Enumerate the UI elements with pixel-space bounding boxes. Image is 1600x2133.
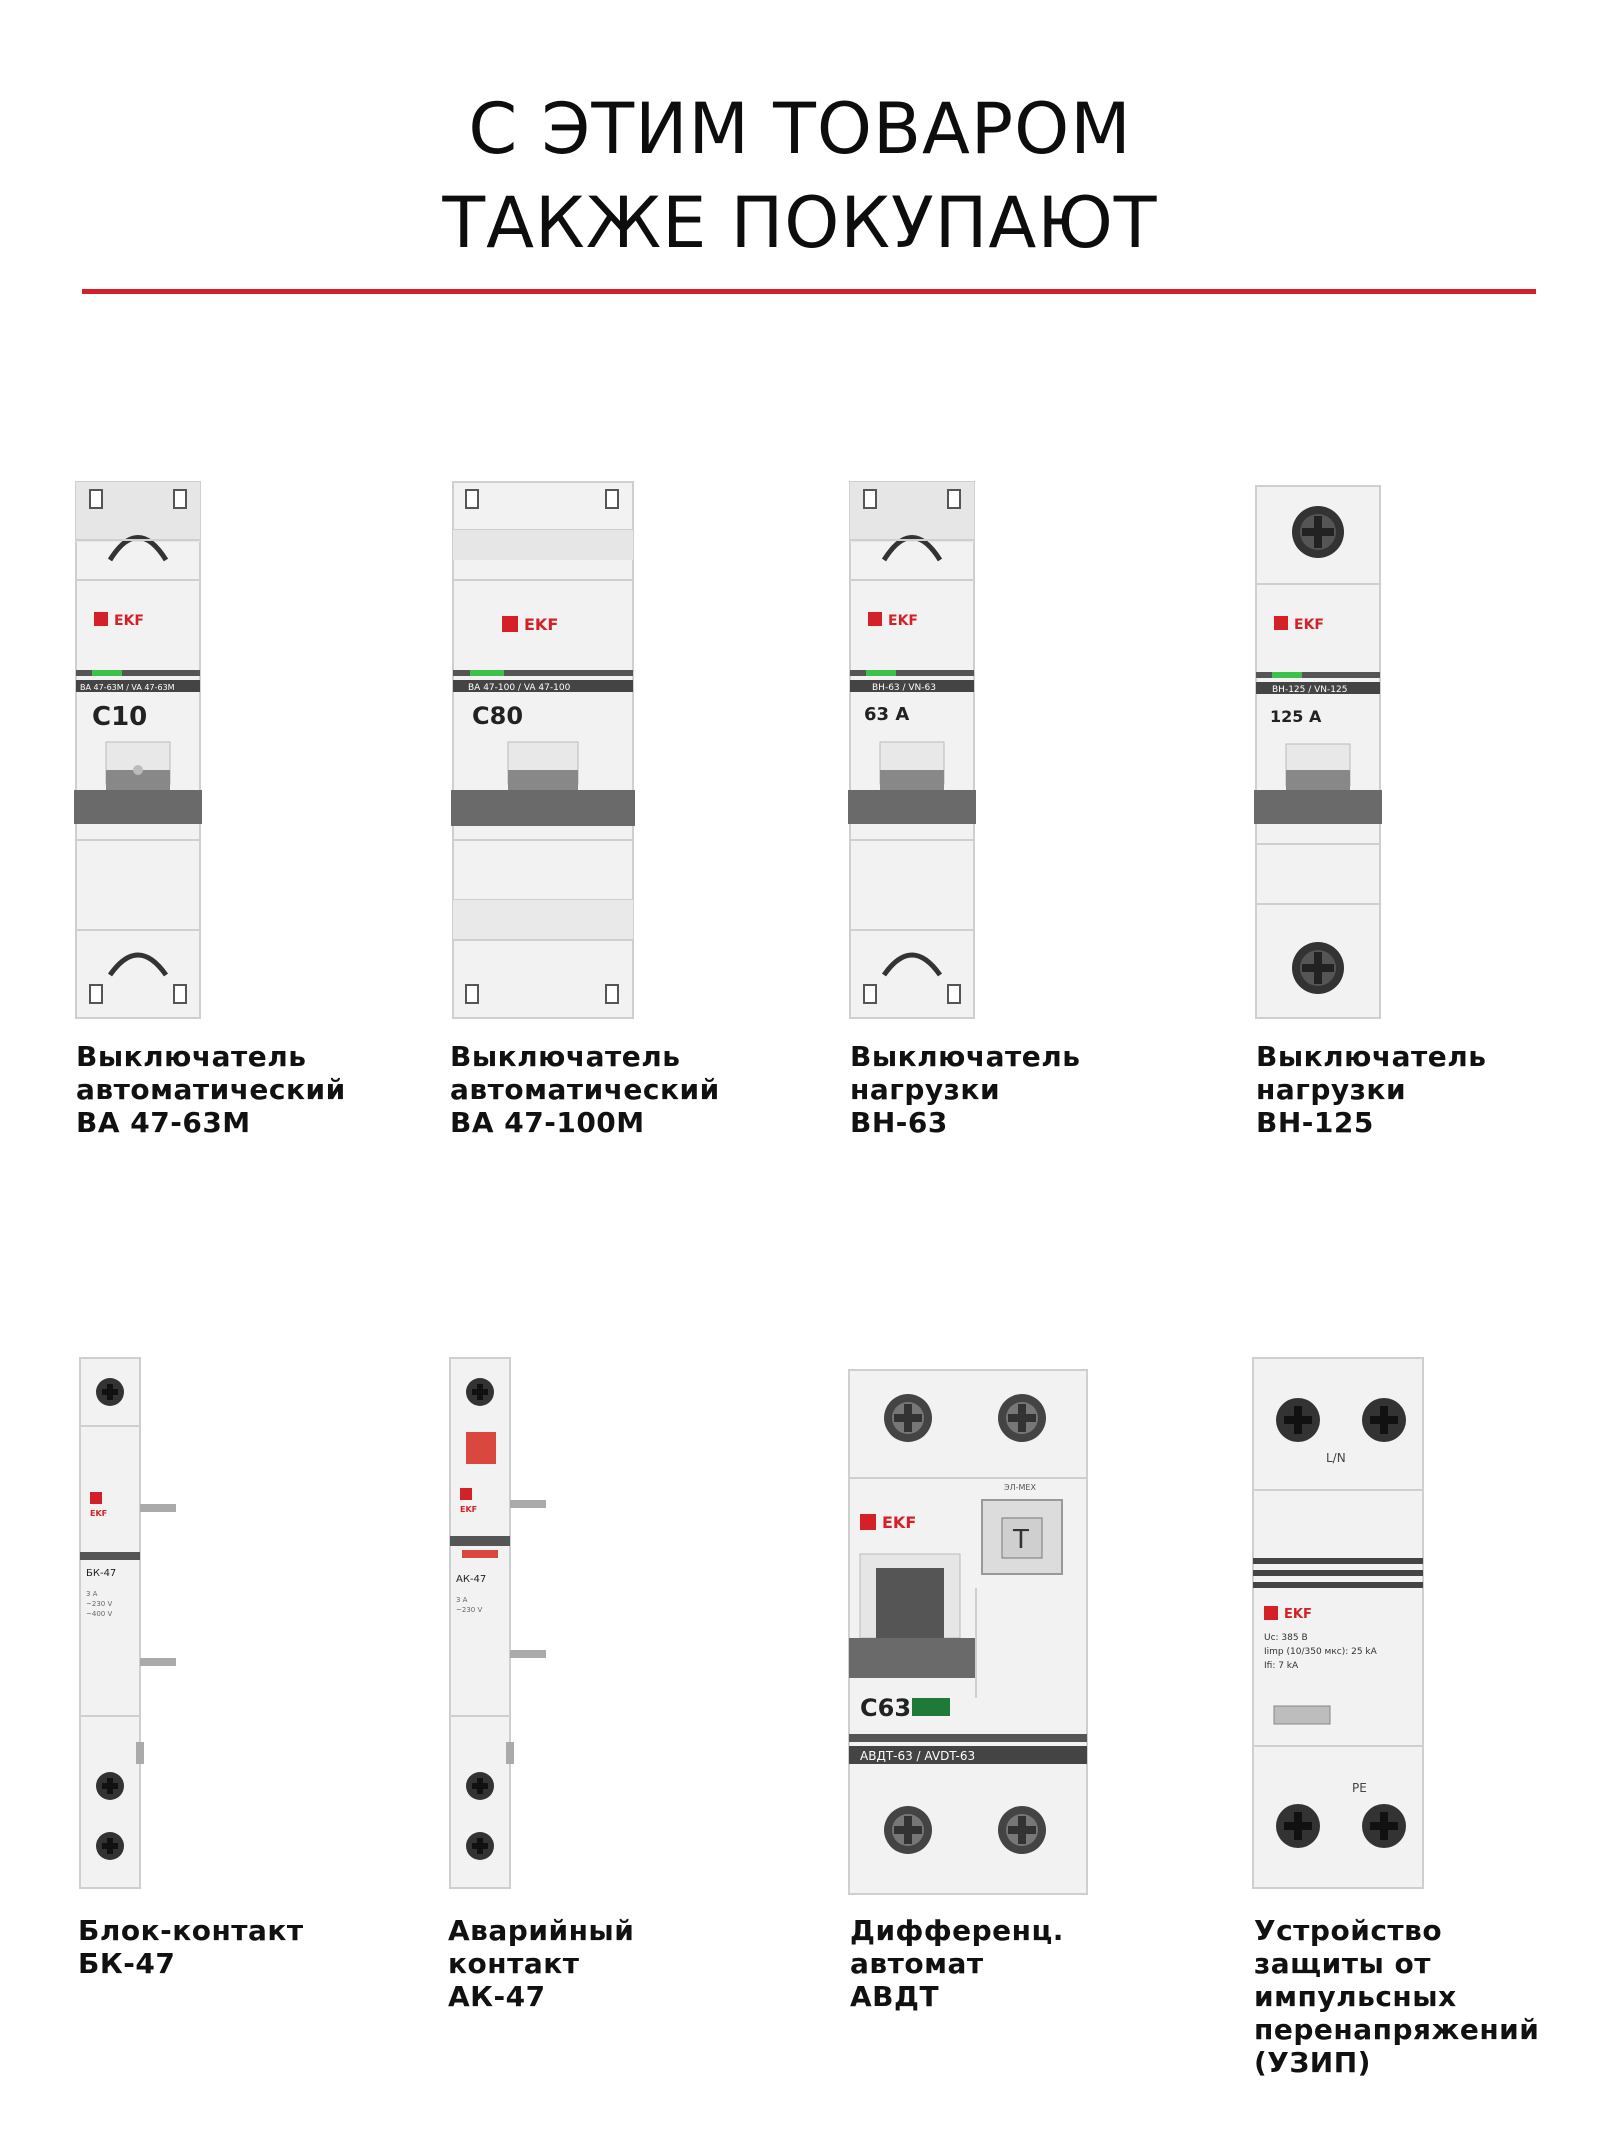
svg-text:АК-47: АК-47 — [456, 1574, 487, 1585]
svg-text:ВА 47-63М / VA 47-63M: ВА 47-63М / VA 47-63M — [80, 683, 175, 692]
product-caption-vn-125: Выключатель нагрузки ВН-125 — [1256, 1040, 1487, 1139]
svg-text:3 A: 3 A — [456, 1596, 468, 1604]
product-card-vn-125[interactable] — [1252, 484, 1384, 1020]
svg-text:Ifi: 7 kA: Ifi: 7 kA — [1264, 1661, 1299, 1671]
svg-text:T: T — [1013, 1525, 1029, 1555]
page-title — [0, 82, 1600, 270]
svg-text:PE: PE — [1352, 1781, 1367, 1795]
auxiliary-contact-icon — [76, 1356, 186, 1890]
product-caption-vn-63: Выключатель нагрузки ВН-63 — [850, 1040, 1081, 1139]
alarm-contact-icon — [446, 1356, 556, 1890]
svg-text:C80: C80 — [472, 702, 524, 730]
svg-text:EKF: EKF — [90, 1509, 108, 1518]
product-caption-uzip: Устройство защиты от импульсных перенапряжений (УЗИП) — [1254, 1914, 1540, 2079]
load-switch-icon — [846, 480, 978, 1020]
svg-text:EKF: EKF — [114, 613, 144, 629]
svg-text:ВН-63 / VN-63: ВН-63 / VN-63 — [872, 683, 936, 693]
svg-text:C10: C10 — [92, 702, 148, 732]
svg-text:БК-47: БК-47 — [86, 1568, 117, 1579]
circuit-breaker-1p-wide-icon — [450, 480, 636, 1020]
svg-text:АВДТ-63 / AVDT-63: АВДТ-63 / AVDT-63 — [860, 1749, 976, 1763]
svg-text:EKF: EKF — [1294, 617, 1324, 633]
page-title-line-1: С ЭТИМ ТОВАРОМ — [468, 88, 1132, 170]
svg-text:L/N: L/N — [1326, 1451, 1346, 1465]
svg-text:~230 V: ~230 V — [86, 1600, 113, 1608]
product-card-va-47-63m[interactable] — [72, 480, 204, 1020]
product-caption-avdt: Дифференц. автомат АВДТ — [850, 1914, 1064, 2013]
svg-text:EKF: EKF — [882, 1513, 917, 1532]
svg-text:EKF: EKF — [524, 615, 559, 634]
svg-text:3 A: 3 A — [86, 1590, 98, 1598]
product-caption-ak-47: Аварийный контакт АК-47 — [448, 1914, 635, 2013]
svg-text:Uc: 385 B: Uc: 385 B — [1264, 1633, 1308, 1643]
svg-text:ВА 47-100 / VA 47-100: ВА 47-100 / VA 47-100 — [468, 683, 571, 693]
product-card-vn-63[interactable] — [846, 480, 978, 1020]
svg-text:EKF: EKF — [460, 1505, 478, 1514]
svg-text:~230 V: ~230 V — [456, 1606, 483, 1614]
product-card-bk-47[interactable] — [76, 1356, 186, 1890]
circuit-breaker-1p-icon — [72, 480, 204, 1020]
product-card-va-47-100m[interactable] — [450, 480, 636, 1020]
svg-text:~400 V: ~400 V — [86, 1610, 113, 1618]
svg-text:125 A: 125 A — [1270, 707, 1322, 726]
rcbo-icon — [846, 1368, 1090, 1896]
load-switch-screw-icon — [1252, 484, 1384, 1020]
product-caption-va-47-100m: Выключатель автоматический ВА 47-100М — [450, 1040, 720, 1139]
svg-text:C63: C63 — [860, 1694, 912, 1722]
svg-text:Iimp (10/350 мкс): 25 kA: Iimp (10/350 мкс): 25 kA — [1264, 1647, 1377, 1657]
product-card-avdt[interactable] — [846, 1368, 1090, 1896]
title-divider — [82, 289, 1536, 294]
surge-protector-icon — [1250, 1356, 1426, 1890]
svg-text:63 A: 63 A — [864, 704, 910, 725]
svg-text:EKF: EKF — [888, 613, 918, 629]
product-card-uzip[interactable] — [1250, 1356, 1426, 1890]
svg-text:ВН-125 / VN-125: ВН-125 / VN-125 — [1272, 685, 1348, 695]
product-caption-va-47-63m: Выключатель автоматический ВА 47-63М — [76, 1040, 346, 1139]
svg-text:ЭЛ-МЕХ: ЭЛ-МЕХ — [1004, 1483, 1036, 1492]
page-title-line-2: ТАКЖЕ ПОКУПАЮТ — [442, 182, 1158, 264]
product-card-ak-47[interactable] — [446, 1356, 556, 1890]
product-caption-bk-47: Блок-контакт БК-47 — [78, 1914, 304, 1980]
svg-text:EKF: EKF — [1284, 1607, 1312, 1622]
